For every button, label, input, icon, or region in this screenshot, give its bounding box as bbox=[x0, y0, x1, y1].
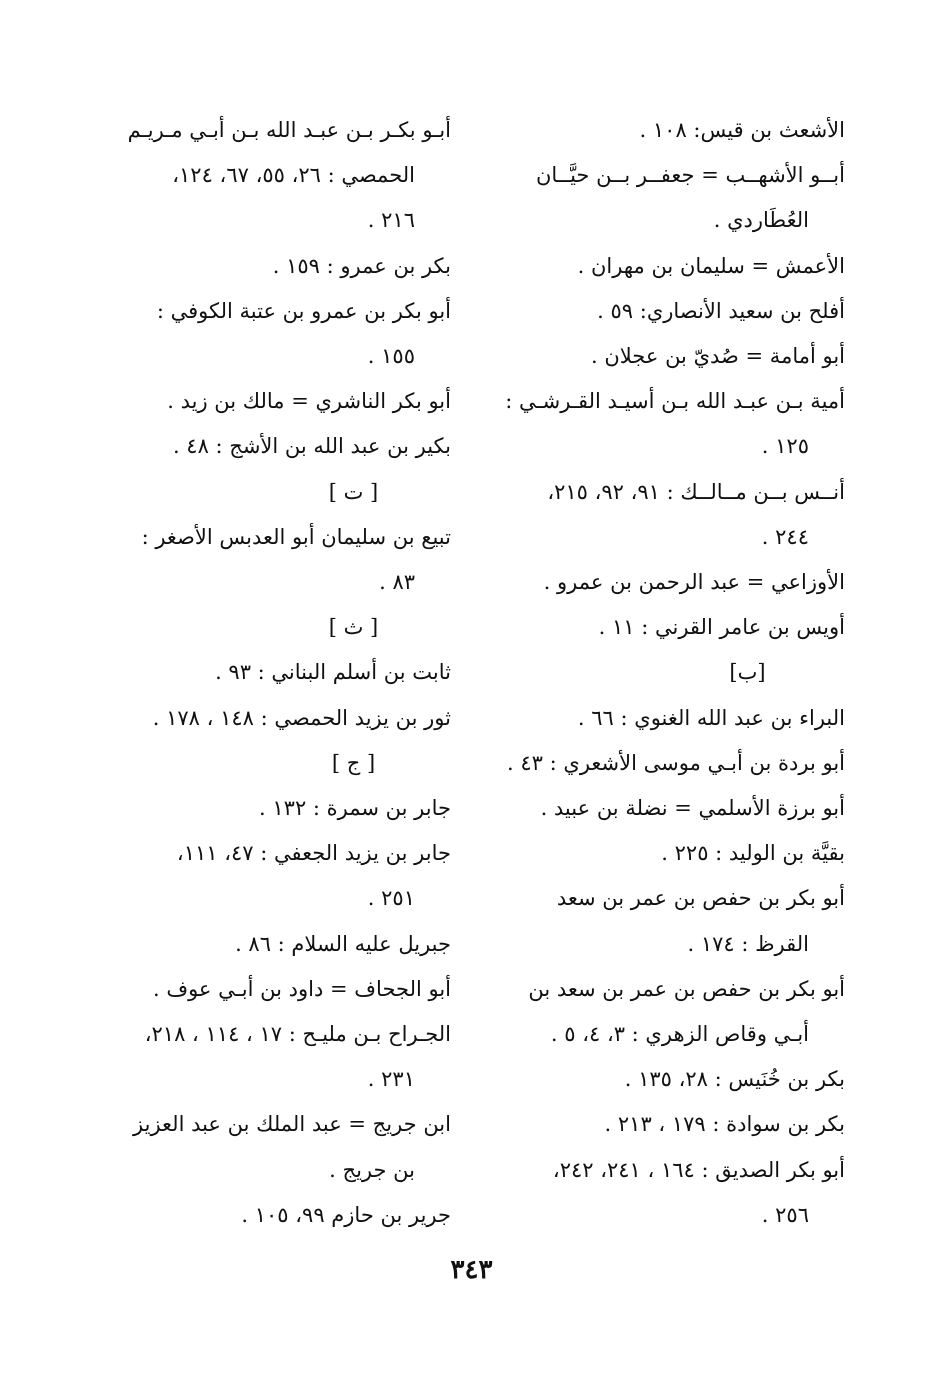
index-entry bbox=[106, 696, 451, 741]
index-entry bbox=[500, 470, 845, 560]
index-entry bbox=[500, 786, 845, 831]
index-entry bbox=[106, 244, 451, 289]
index-entry-line: أبو أمامة = صُديّ بن عجلان . bbox=[591, 344, 845, 369]
index-entry-line: أبو بكر بن حفص بن عمر بن سعد bbox=[556, 886, 845, 911]
index-entry-continuation: ١٢٥ . bbox=[761, 434, 809, 459]
index-entry-continuation: ١٥٥ . bbox=[367, 344, 415, 369]
index-entry-line: الأوزاعي = عبد الرحمن بن عمرو . bbox=[543, 570, 845, 595]
index-entry-line: ثور بن يزيد الحمصي : ١٤٨ ، ١٧٨ . bbox=[152, 705, 451, 730]
index-entry bbox=[500, 379, 845, 469]
index-entry-continuation: ٢٥٦ . bbox=[761, 1202, 809, 1227]
index-entry bbox=[500, 1148, 845, 1238]
index-entry-line: أبــو الأشهــب = جعفــر بــن حيَّــان bbox=[535, 163, 845, 188]
index-entry-line: أبو بكر الناشري = مالك بن زيد . bbox=[167, 389, 451, 414]
index-entry bbox=[106, 1193, 451, 1238]
index-entry bbox=[106, 289, 451, 379]
index-entry bbox=[500, 831, 845, 876]
index-entry-line: البراء بن عبد الله الغنوي : ٦٦ . bbox=[577, 705, 845, 730]
index-entry-continuation: ٢٤٤ . bbox=[761, 524, 809, 549]
index-entry-line: بكر بن عمرو : ١٥٩ . bbox=[272, 253, 451, 278]
section-letter-heading: [ ث ] bbox=[328, 615, 379, 640]
index-entry-line: جبريل عليه السلام : ٨٦ . bbox=[235, 931, 451, 956]
index-entry bbox=[500, 244, 845, 289]
index-entry-line: جرير بن حازم ٩٩، ١٠٥ . bbox=[241, 1202, 451, 1227]
index-entry bbox=[106, 967, 451, 1012]
index-entry-line: بقيَّة بن الوليد : ٢٢٥ . bbox=[661, 841, 845, 866]
index-entry-line: الأشعث بن قيس: ١٠٨ . bbox=[639, 118, 845, 142]
index-entry bbox=[500, 334, 845, 379]
index-entry bbox=[106, 650, 451, 695]
index-entry-line: أبـو بكـر بـن عبـد الله بـن أبـي مـريـم bbox=[127, 118, 451, 142]
index-entry bbox=[500, 876, 845, 966]
index-entry bbox=[106, 108, 451, 244]
page-number: ٣٤٣ bbox=[450, 1255, 493, 1285]
index-entry-line: جابر بن سمرة : ١٣٢ . bbox=[259, 796, 451, 821]
index-entry bbox=[500, 1102, 845, 1147]
index-entry bbox=[500, 108, 845, 153]
index-entry-line: ابن جريج = عبد الملك بن عبد العزيز bbox=[133, 1112, 451, 1137]
index-entry bbox=[500, 605, 845, 650]
index-entry-line: جابر بن يزيد الجعفي : ٤٧، ١١١، bbox=[176, 841, 451, 866]
index-entry-line: أويس بن عامر القرني : ١١ . bbox=[598, 615, 845, 640]
index-entry-line: أنــس بــن مــالــك : ٩١، ٩٢، ٢١٥، bbox=[547, 479, 845, 504]
index-entry-continuation: ٢٣١ . bbox=[367, 1067, 415, 1092]
index-entry-continuation: بن جريج . bbox=[329, 1157, 415, 1182]
index-entry-line: الأعمش = سليمان بن مهران . bbox=[577, 253, 845, 278]
index-entry-line: أمية بـن عبـد الله بـن أسيـد القـرشـي : bbox=[505, 389, 845, 414]
index-entry-continuation: أبـي وقاص الزهري : ٣، ٤، ٥ . bbox=[550, 1022, 809, 1047]
index-entry-continuation: ٨٣ . bbox=[379, 570, 415, 595]
index-entry-line: أبو بكر بن حفص بن عمر بن سعد بن bbox=[528, 976, 845, 1001]
index-entry-continuation: ٢١٦ . bbox=[367, 208, 415, 233]
index-entry-line: بكر بن خُنَيس : ٢٨، ١٣٥ . bbox=[624, 1067, 845, 1092]
index-entry-line: أبو بكر بن عمرو بن عتبة الكوفي : bbox=[156, 298, 451, 323]
index-entry-continuation: الحمصي : ٢٦، ٥٥، ٦٧، ١٢٤، bbox=[172, 163, 415, 188]
index-entry-line: أبو برزة الأسلمي = نضلة بن عبيد . bbox=[540, 796, 845, 821]
index-column-left bbox=[106, 108, 451, 1238]
index-entry-line: أفلح بن سعيد الأنصاري: ٥٩ . bbox=[597, 298, 845, 323]
index-entry bbox=[500, 696, 845, 741]
index-entry bbox=[500, 560, 845, 605]
index-entry-continuation: ٢٥١ . bbox=[367, 886, 415, 911]
index-entry bbox=[106, 515, 451, 605]
index-entry-continuation: العُطَاردي . bbox=[713, 208, 809, 233]
index-entry bbox=[500, 153, 845, 243]
section-letter-heading: [ ج ] bbox=[331, 750, 376, 775]
index-entry bbox=[106, 786, 451, 831]
index-entry bbox=[106, 831, 451, 921]
index-entry-line: أبو بكر الصديق : ١٦٤ ، ٢٤١، ٢٤٢، bbox=[552, 1157, 845, 1182]
index-entry-line: تبيع بن سليمان أبو العدبس الأصغر : bbox=[141, 524, 451, 549]
index-entry-continuation: القرظ : ١٧٤ . bbox=[687, 931, 809, 956]
index-entry-line: بكر بن سوادة : ١٧٩ ، ٢١٣ . bbox=[604, 1112, 845, 1137]
index-entry-line: بكير بن عبد الله بن الأشج : ٤٨ . bbox=[172, 434, 451, 459]
index-entry bbox=[500, 1057, 845, 1102]
index-entry bbox=[106, 1012, 451, 1102]
index-entry bbox=[500, 741, 845, 786]
index-entry bbox=[500, 967, 845, 1057]
index-entry-line: الجـراح بـن مليـح : ١٧ ، ١١٤ ، ٢١٨، bbox=[144, 1022, 451, 1047]
section-letter-heading: [ ت ] bbox=[328, 479, 379, 504]
section-letter-heading: [ب] bbox=[729, 660, 766, 685]
index-entry bbox=[106, 424, 451, 469]
index-entry-line: ثابت بن أسلم البناني : ٩٣ . bbox=[215, 660, 451, 685]
index-column-right bbox=[500, 108, 845, 1238]
index-entry bbox=[106, 379, 451, 424]
index-entry bbox=[500, 289, 845, 334]
index-entry-line: أبو الجحاف = داود بن أبـي عوف . bbox=[152, 976, 451, 1001]
index-entry-line: أبو بردة بن أبـي موسى الأشعري : ٤٣ . bbox=[507, 750, 845, 775]
index-entry bbox=[106, 922, 451, 967]
index-entry bbox=[106, 1102, 451, 1192]
